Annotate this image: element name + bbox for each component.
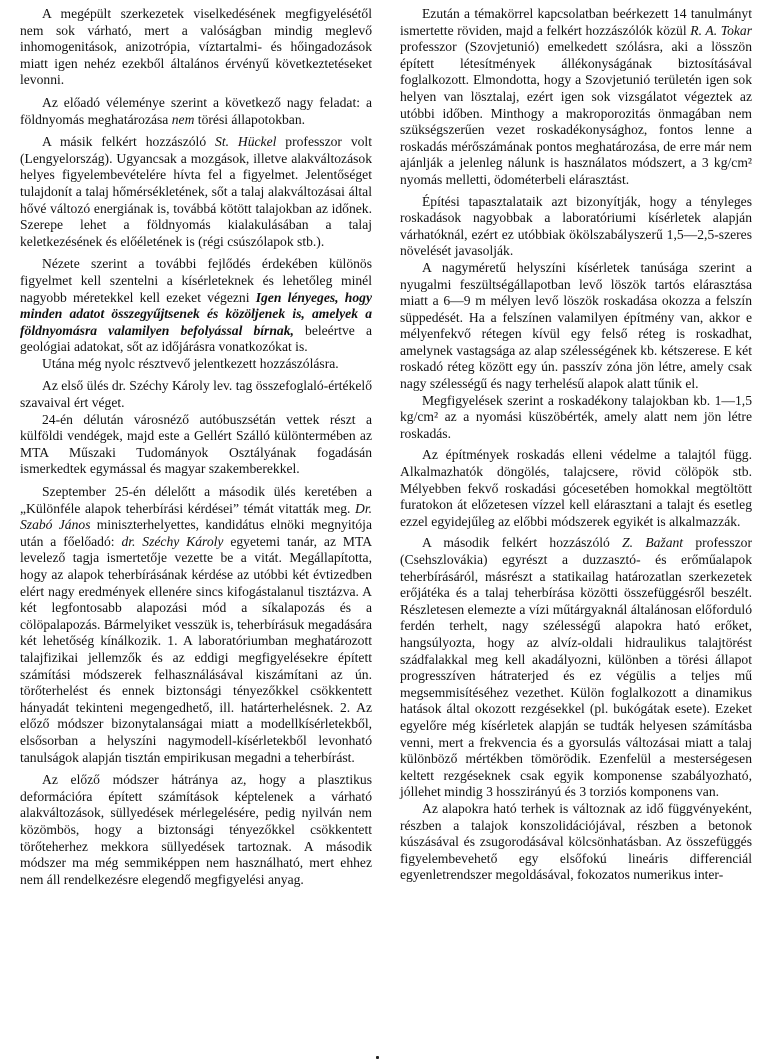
text-run: beleértve a geológiai adatokat, sőt az időjárásra vonatkozókat is. [20,322,372,355]
text-run: Az első ülés dr. Széchy Károly lev. tag összefoglaló-értékelő szavaival ért véget. [20,378,372,411]
text-run: A másik felkért hozzászóló [42,134,216,150]
emphasis-text: nem [171,111,195,127]
text-run: Megfigyelések szerint a roskadékony talajokban kb. 1—1,5 kg/cm² az a nyomási küszöbérték, amely alatt nem jön létre roskadás. [400,392,752,441]
paragraph [20,95,372,128]
text-run: A megépült szerkezetek viselkedésének megfigyelésétől nem sok várható, mert a valóságban mindig meglevő inhomogenitások, anizotrópia, víztartalmi- és hőingadozások miatt igen nehéz ezekből általános érvényű következtetéseket levonni. [20,6,372,88]
text-run: 24-én délután városnéző autóbuszsétán vettek részt a külföldi vendégek, majd este a Gellért Szálló különtermében az MTA Műszaki Tudományok Osztályának fogadásán ismerkedtek egymással és magyar szakemberekkel. [20,411,372,477]
text-run: miniszterhelyettes, kandidátus elnöki megnyitója után a főelőadó: [20,517,372,549]
paragraph [20,412,372,478]
text-run: professzor (Szovjetunió) emelkedett szólásra, aki a lösszön épített létesítmények állékonyságának biztosításával foglalkozott. Elmondotta, hogy a Szovjetunió területén igen sok helyen van lösztalaj, ezért igen sok vizsgálatot végeztek az utóbbi időben. Minthogy a makroporozitás önmagában nem szükségszerűen vezet roskadékonysághoz, fontos lenne a roskadás mérőszámának pontos meghatározása, de erre már nem ajánlják a jelenleg nálunk is használatos módszert, a 3 kg/cm² nyomás melletti, ödométerbeli elárasztást. [400,39,752,187]
paragraph [20,256,372,356]
text-run: professzor (Csehszlovákia) egyrészt a duzzasztó- és erőműalapok teherbírásáról, másrészt a statikailag határozatlan szerkezetek erőjátéka és a talaj teherbírása közötti összefüggésről beszélt. Részletesen elemezte a vízi műtárgyaknál általánosan előforduló ferdén terhelt, nagy szélességű alapokra ható erőket, hangsúlyozta, hogy az alvíz-oldali hidraulikus talajtörést szádfalakkal meg kell akadályozni, különben a törési állapot progresszíven hátraterjed és ez végülis a teljes mű megsemmisítéséhez vezethet. Külön foglalkozott a dinamikus hatások által okozott rezgésekkel (pl. bukógátak esete). Ezeket egyelőre még kísérletek alapján se tudták helyesen számításba venni, mert a frekvencia és a gyorsulás változásai miatt a talaj különböző mértékben tömörödik. Ezenfelül a mesterségesen keltett rezgéseknek csak egyik komponense szabályozható, jóllehet mindig 3 hosszirányú és 3 torziós komponens van. [400,535,752,800]
emphasis-text: St. Hückel [215,134,277,150]
emphasis-text: Z. Bažant [622,535,684,551]
text-run: A második felkért hozzászóló [422,535,623,551]
emphasis-text: dr. Széchy Károly [121,533,224,549]
paragraph [400,801,752,884]
paragraph [20,134,372,250]
paragraph [400,260,752,393]
strong-emphasis-text: Igen lényeges, hogy minden adatot összegyűjtsenek és közöljenek is, amelyek a földnyomásra valamilyen befolyással bírnak, [20,289,372,338]
text-run: A nagyméretű helyszíni kísérletek tanúsága szerint a nyugalmi feszültségállapotban levő löszök tartós elárasztása miatt a 6—9 m mélyen levő löszök roskadása okozza a felszín süppedését. Ha a felszínen valamilyen építmény van, akkor e mélyenfekvő rétegen kívül egy felső réteg is roskadhat, amelynek vastagsága az alap szélességének kb. kétszerese. E két roskadó réteg között egy ún. passzív zóna jön létre, amely csak nagy szélességű és nagy terhelésű alapok alatt tűnik el. [400,259,752,392]
paragraph [20,772,372,888]
paragraph [20,378,372,411]
paragraph [20,484,372,766]
text-run: Ezután a témakörrel kapcsolatban beérkezett 14 tanulmányt ismertette röviden, majd a felkért hozzászólók közül [400,6,752,38]
emphasis-text: Dr. Szabó János [20,500,372,533]
text-run: Építési tapasztalataik azt bizonyítják, hogy a tényleges roskadások nagyobbak a laboratóriumi kísérletek alapján várhatóknál, ezért ez utóbbiak ökölszabályszerű 1,5—2,5-szeres növelését javasolják. [400,193,752,259]
paragraph [400,194,752,260]
text-run: Az előző módszer hátránya az, hogy a plasztikus deformációra épített számítások képtelenek a várható alakváltozások, süllyedések mérlegelésére, pedig nyilván nem közömbös, hogy a biztonsági tényezőkkel csökkentett törőteherhez mekkora süllyedések tartoznak. A második módszer ma még semmiképpen nem használható, mert ehhez nem áll rendelkezésre elegendő megfigyelési anyag. [20,772,372,887]
left-column [20,6,372,894]
right-column [400,6,752,889]
text-run: Az építmények roskadás elleni védelme a talajtól függ. Alkalmazhatók döngölés, talajcsere, rövid cölöpök stb. Mélyebben fekvő roskadási gócesetében homokkal megtöltött furatokon át előzetesen vízzel kell elárasztani a talajt és esetleg ezzel egyidejűleg az előbbi módszerek egyikét is alkalmazzák. [400,447,752,529]
paragraph [400,6,752,189]
text-run: Utána még nyolc résztvevő jelentkezett hozzászólásra. [42,355,339,371]
paragraph [400,447,752,530]
text-run: professzor volt (Lengyelország). Ugyancsak a mozgások, illetve alakváltozások helyes figyelembevételére hívta fel a figyelmet. Jelentőséget tulajdonít a talaj hőmérsékletének, sőt a talaj alakváltozásai által hővé változó energiának is, továbbá kötött talajokban az időnek. Szerepe lehet a földnyomás kialakulásában a talaj keletkezésének és előéletének is (régi csúszólapok stb.). [20,134,372,249]
page-mark [376,1056,379,1059]
paragraph [20,356,372,373]
paragraph [400,535,752,801]
text-run: Az előadó véleménye szerint a következő nagy feladat: a földnyomás meghatározása [20,94,372,127]
text-run: Az alapokra ható terhek is változnak az idő függvényeként, részben a talajok konszolidációjával, részben a betonok kúszásával és zsugorodásával kölcsönhatásban. Az összefüggés figyelembevehető egy elsőfokú lineáris differenciál egyenletrendszer megoldásával, fokozatos numerikus inter- [400,800,752,883]
text-run: Szeptember 25-én délelőtt a második ülés keretében a „Különféle alapok teherbírási kérdései” témát vitatták meg. [20,484,372,516]
paragraph [20,6,372,89]
text-run: törési állapotokban. [194,111,306,127]
emphasis-text: R. A. Tokar [690,22,753,38]
text-run: Nézete szerint a további fejlődés érdekében különös figyelmet kell szentelni a kísérleteknek és lehetőleg minél nagyobb méretekkel kell ezeket végezni [20,256,372,305]
paragraph [400,393,752,443]
text-run: egyetemi tanár, az MTA levelező tagja ismertetője vezette be a vitát. Megállapította, hogy az alapok teherbírásának kérdése az utóbbi két évtizedben elért nagy eredmények ellenére sincs kifogástalanul tisztázva. A két legfontosabb alapozási mód a síkalapozás és a cölöpalapozás. Bármelyiket vesszük is, teherbírásuk megadására két lehetőség kínálkozik. 1. A laboratóriumban meghatározott talajfizikai jellemzők és az eddigi megfigyelésekre épített számítási módszerek felhasználásával kiszámítani az ún. törőterhelést és ennek biztonsági tényezőkkel csökkentett hányadát tekinteni megengedhető, ill. határterhelésnek. 2. Az előző módszer bizonytalanságai miatt a modellkísérletekből, elsősorban a helyszíni nagymodell-kísérletekből levonható tanulságok alapján tisztán empirikusan megadni a teherbírást. [20,533,373,765]
